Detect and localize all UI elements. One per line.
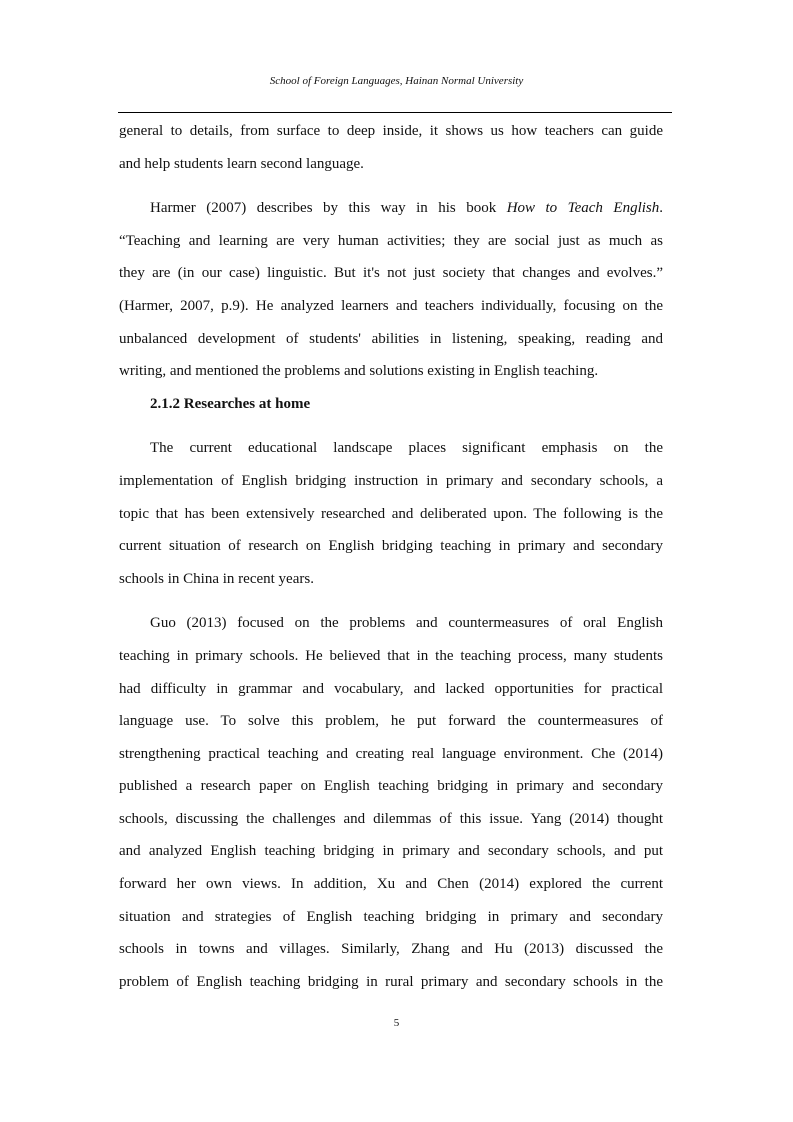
- paragraph-continuation: [119, 115, 663, 180]
- text-line: schools in towns and villages. Similarly, Zhang and Hu (2013) discussed the: [119, 941, 663, 958]
- text-line: they are (in our case) linguistic. But it's not just society that changes and evolves.”: [119, 265, 663, 282]
- text-line: unbalanced development of students' abilities in listening, speaking, reading and: [119, 330, 663, 347]
- text-line: situation and strategies of English teaching bridging in primary and secondary: [119, 908, 663, 925]
- text-line: implementation of English bridging instruction in primary and secondary schools, a: [119, 472, 663, 489]
- text-line: problem of English teaching bridging in rural primary and secondary schools in the: [119, 973, 663, 990]
- section-heading: 2.1.2 Researches at home: [150, 395, 311, 412]
- text-line: schools in China in recent years.: [119, 570, 314, 587]
- page-number: 5: [393, 1017, 400, 1029]
- running-header: School of Foreign Languages, Hainan Normal University: [269, 75, 524, 87]
- text-line: The current educational landscape places significant emphasis on the: [150, 440, 663, 457]
- page-content: [119, 115, 663, 998]
- text-line: “Teaching and learning are very human activities; they are social just as much as: [119, 232, 663, 249]
- text-line: schools, discussing the challenges and dilemmas of this issue. Yang (2014) thought: [119, 810, 663, 827]
- text-line: had difficulty in grammar and vocabulary, and lacked opportunities for practical: [119, 680, 663, 697]
- text-line: writing, and mentioned the problems and solutions existing in English teaching.: [119, 363, 599, 380]
- text-line: published a research paper on English teaching bridging in primary and secondary: [119, 778, 663, 795]
- text-line: general to details, from surface to deep inside, it shows us how teachers can guide: [119, 123, 663, 139]
- text-line: [119, 192, 663, 225]
- text-line: teaching in primary schools. He believed that in the teaching process, many students: [119, 647, 663, 664]
- text-line: topic that has been extensively researched and deliberated upon. The following is the: [119, 505, 663, 522]
- text-line: and help students learn second language.: [119, 155, 364, 172]
- text-line: strengthening practical teaching and creating real language environment. Che (2014): [119, 745, 663, 762]
- book-title: How to Teach English: [506, 200, 660, 217]
- text-line: language use. To solve this problem, he put forward the countermeasures of: [119, 713, 663, 730]
- text-line: forward her own views. In addition, Xu and Chen (2014) explored the current: [119, 876, 663, 893]
- text-segment: .: [659, 200, 663, 217]
- text-segment: Harmer (2007) describes by this way in his book: [150, 200, 507, 217]
- paragraph-guo: [119, 607, 663, 998]
- text-line: current situation of research on English bridging teaching in primary and secondary: [119, 538, 663, 555]
- paragraph-landscape: [119, 432, 663, 595]
- paragraph-harmer: [119, 192, 663, 388]
- header-rule: [118, 112, 672, 113]
- text-line: (Harmer, 2007, p.9). He analyzed learners and teachers individually, focusing on the: [119, 297, 663, 314]
- text-line: Guo (2013) focused on the problems and countermeasures of oral English: [150, 615, 663, 632]
- text-line: and analyzed English teaching bridging in primary and secondary schools, and put: [119, 843, 663, 860]
